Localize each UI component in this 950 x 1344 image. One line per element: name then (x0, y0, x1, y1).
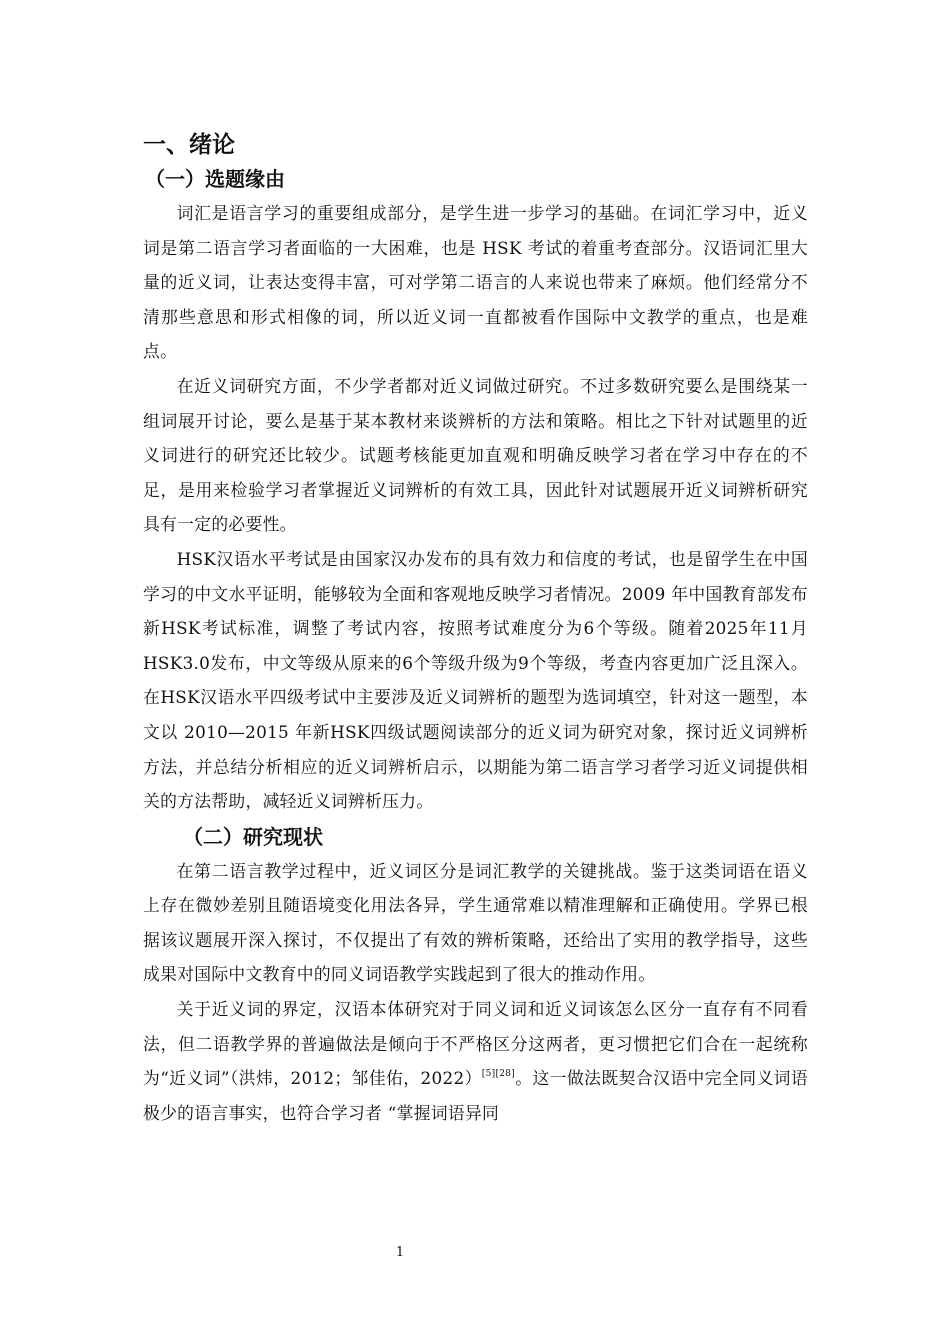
section-heading-research-status: （二）研究现状 (183, 824, 323, 849)
paragraph-5-text: 关于近义词的界定，汉语本体研究对于同义词和近义词该怎么区分一直存有不同看法，但二语教学界的普遍做法是倾向于不严格区分这两者，更习惯把它们合在一起统称为“近义词”（洪炜，2012；邹佳佑，2022） (143, 999, 808, 1089)
paragraph-1: 词汇是语言学习的重要组成部分，是学生进一步学习的基础。在词汇学习中，近义词是第二语言学习者面临的一大困难，也是 HSK 考试的着重考查部分。汉语词汇里大量的近义词，让表达变得丰富，可对学第二语言的人来说也带来了麻烦。他们经常分不清那些意思和形式相像的词，所以近义词一直都被看作国际中文教学的重点，也是难点。 (143, 203, 808, 362)
page-content (143, 128, 808, 1130)
chapter-heading: 一、绪论 (143, 132, 235, 158)
paragraph-2: 在近义词研究方面，不少学者都对近义词做过研究。不过多数研究要么是围绕某一组词展开讨论，要么是基于某本教材来谈辨析的方法和策略。相比之下针对试题里的近义词进行的研究还比较少。试题考核能更加直观和明确反映学习者在学习中存在的不足，是用来检验学习者掌握近义词辨析的有效工具，因此针对试题展开近义词辨析研究具有一定的必要性。 (143, 375, 808, 535)
section-heading-topic-reason: （一）选题缘由 (145, 167, 285, 191)
paragraph-5-text-continued: 。这一做法既契合汉语中完全同义词语极少的语言事实，也符合学习者 “掌握词语异同 (143, 1068, 808, 1123)
page-number: 1 (395, 1245, 405, 1260)
citation-superscript: [5][28] (481, 1069, 516, 1080)
paragraph-5 (143, 992, 808, 1130)
paragraph-4: 在第二语言教学过程中，近义词区分是词汇教学的关键挑战。鉴于这类词语在语义上存在微妙差别且随语境变化用法各异，学生通常难以精准理解和正确使用。学界已根据该议题展开深入探讨，不仅提出了有效的辨析策略，还给出了实用的教学指导，这些成果对国际中文教育中的同义词语教学实践起到了很大的推动作用。 (143, 860, 808, 985)
paragraph-3: HSK汉语水平考试是由国家汉办发布的具有效力和信度的考试，也是留学生在中国学习的中文水平证明，能够较为全面和客观地反映学习者情况。2009 年中国教育部发布新HSK考试标准，调整了考试内容，按照考试难度分为6个等级。随着2025年11月HSK3.0发布，中文等级从原来的6个等级升级为9个等级，考查内容更加广泛且深入。在HSK汉语水平四级考试中主要涉及近义词辨析的题型为选词填空，针对这一题型，本文以 2010—2015 年新HSK四级试题阅读部分的近义词为研究对象，探讨近义词辨析方法，并总结分析相应的近义词辨析启示，以期能为第二语言学习者学习近义词提供相关的方法帮助，减轻近义词辨析压力。 (143, 548, 808, 812)
